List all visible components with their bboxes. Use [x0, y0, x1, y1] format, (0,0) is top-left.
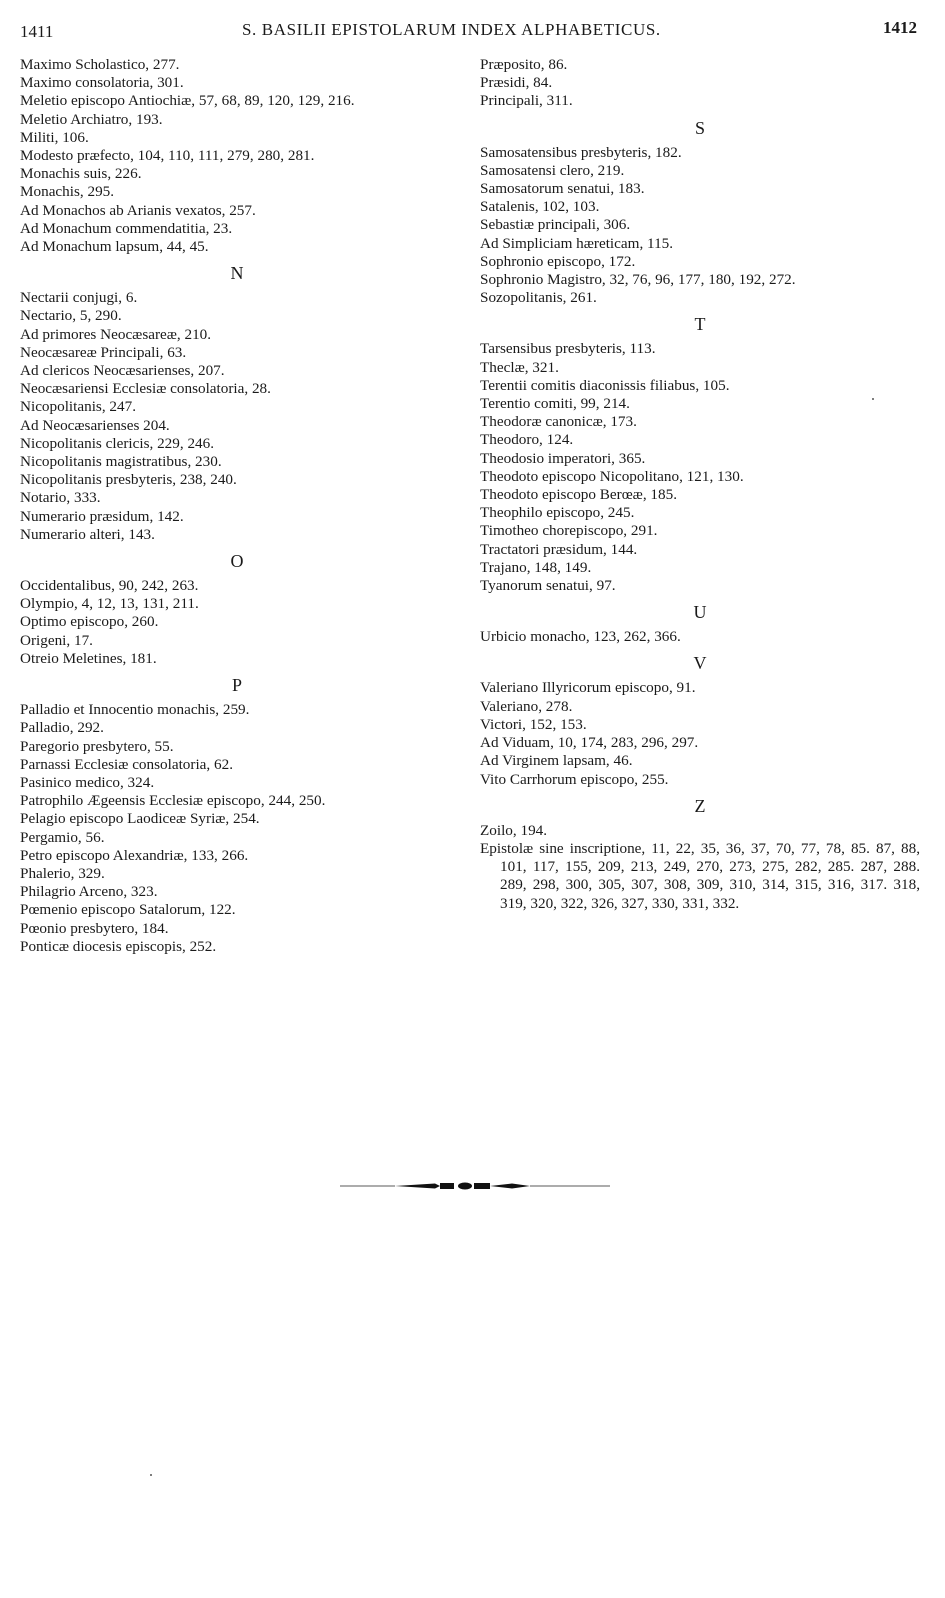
section-letter-o: O: [230, 551, 244, 572]
print-speck: [150, 1474, 152, 1476]
index-block-z: [480, 822, 920, 913]
index-entry: Timotheo chorepiscopo, 291.: [480, 522, 658, 540]
index-block-p-continued: [480, 56, 920, 111]
index-entry: Ad Monachum commendatitia, 23.: [20, 219, 233, 237]
index-entry: Palladio, 292.: [20, 719, 104, 737]
index-entry: Maximo Scholastico, 277.: [20, 56, 180, 73]
index-entry: Meletio Archiatro, 193.: [20, 110, 163, 128]
section-letter-s: S: [694, 117, 705, 138]
index-entry: Nicopolitanis presbyteris, 238, 240.: [20, 471, 237, 489]
index-entry: Samosatorum senatui, 183.: [480, 180, 645, 198]
index-entry: Pasinico medico, 324.: [20, 773, 155, 791]
index-entry: Monachis suis, 226.: [20, 165, 142, 183]
index-entry: Tyanorum senatui, 97.: [480, 577, 616, 595]
index-entry: Ad Virginem lapsam, 46.: [480, 752, 633, 770]
index-entry: Theophilo episcopo, 245.: [480, 504, 635, 522]
index-block-n: [20, 289, 454, 544]
index-entry: Otreio Meletines, 181.: [20, 649, 157, 667]
index-entry: Notario, 333.: [20, 489, 101, 507]
index-entry: Phalerio, 329.: [20, 864, 105, 882]
index-entry: Modesto præfecto, 104, 110, 111, 279, 280, 281.: [20, 147, 315, 165]
index-entry: Ad Monachum lapsum, 44, 45.: [20, 238, 209, 256]
index-entry: Urbicio monacho, 123, 262, 366.: [480, 628, 681, 646]
index-entry: Sebastiæ principali, 306.: [480, 216, 631, 234]
index-entry: Occidentalibus, 90, 242, 263.: [20, 577, 199, 595]
index-entry: Ponticæ diocesis episcopis, 252.: [20, 937, 217, 955]
section-letter-z: Z: [694, 795, 706, 816]
index-entry: Ad Viduam, 10, 174, 283, 296, 297.: [480, 734, 699, 752]
right-column: [480, 56, 920, 913]
index-entry: Ad Neocæsarienses 204.: [20, 416, 170, 434]
index-entry: Petro episcopo Alexandriæ, 133, 266.: [20, 846, 249, 864]
index-entry: Valeriano, 278.: [480, 697, 573, 715]
index-block-o: [20, 577, 454, 668]
index-entry: Theodoto episcopo Nicopolitano, 121, 130.: [480, 467, 744, 485]
index-entry: Satalenis, 102, 103.: [480, 198, 600, 216]
index-entry: Ad Monachos ab Arianis vexatos, 257.: [20, 201, 256, 219]
index-entry: Monachis, 295.: [20, 183, 115, 201]
index-entry: Nicopolitanis magistratibus, 230.: [20, 453, 222, 471]
section-letter-p: P: [231, 675, 242, 696]
index-entry: Sozopolitanis, 261.: [480, 289, 597, 307]
index-entry: Nectarii conjugi, 6.: [20, 289, 138, 307]
section-letter-v: V: [693, 653, 707, 674]
index-entry: Theodosio imperatori, 365.: [480, 449, 646, 467]
index-entry: Tarsensibus presbyteris, 113.: [480, 340, 656, 358]
index-entry: Theclæ, 321.: [480, 358, 559, 376]
page-header: [0, 14, 945, 54]
index-block-m: [20, 56, 454, 256]
index-entry: Samosatensibus presbyteris, 182.: [480, 143, 682, 161]
index-entry: Meletio episcopo Antiochiæ, 57, 68, 89, 120, 129, 216.: [20, 92, 355, 110]
running-title: S. BASILII EPISTOLARUM INDEX ALPHABETICUS.: [242, 20, 661, 39]
index-entry: Maximo consolatoria, 301.: [20, 74, 184, 92]
index-entry: Pœmenio episcopo Satalorum, 122.: [20, 901, 236, 919]
index-entry: Optimo episcopo, 260.: [20, 613, 159, 631]
index-entry: Samosatensi clero, 219.: [480, 161, 625, 179]
index-entry: Sophronio episcopo, 172.: [480, 252, 636, 270]
section-letter-t: T: [694, 314, 706, 335]
section-letter-u: U: [693, 602, 707, 623]
index-entry: Vito Carrhorum episcopo, 255.: [480, 770, 669, 788]
index-entry: Tractatori præsidum, 144.: [480, 540, 638, 558]
index-entry: Ad clericos Neocæsarienses, 207.: [20, 362, 225, 380]
print-speck: [872, 398, 874, 400]
index-entry: Theodoro, 124.: [480, 431, 574, 449]
page-number-left: 1411: [20, 22, 54, 41]
index-entry: Paregorio presbytero, 55.: [20, 737, 174, 755]
tail-ornament: [340, 1180, 610, 1192]
index-entry: Præposito, 86.: [480, 56, 568, 73]
index-entry: Ad primores Neocæsareæ, 210.: [20, 325, 212, 343]
index-entry: Victori, 152, 153.: [480, 715, 587, 733]
index-block-p: [20, 701, 454, 956]
index-entry: Neocæsareæ Principali, 63.: [20, 343, 187, 361]
section-letter-n: N: [230, 263, 244, 284]
left-column: [20, 56, 454, 956]
index-entry: Nicopolitanis, 247.: [20, 398, 137, 416]
index-entry: Terentio comiti, 99, 214.: [480, 395, 630, 413]
index-entry: Militi, 106.: [20, 128, 89, 146]
index-entry: Origeni, 17.: [20, 631, 93, 649]
index-block-t: [480, 340, 920, 595]
index-block-u: [480, 628, 920, 646]
index-entry: Olympio, 4, 12, 13, 131, 211.: [20, 595, 199, 613]
index-entry: Palladio et Innocentio monachis, 259.: [20, 701, 250, 719]
index-entry: Epistolæ sine inscriptione, 11, 22, 35, 36, 37, 70, 77, 78, 85. 87, 88, 101, 117, 155, 209, 213, 249, 270, 273, 275, 282, 285. 287, 288. 289, 298, 300, 305, 307, 308, 309, 310, 314, 315, 316, 317. 318, 319, 320, 322, 326, 327, 330, 331, 332.: [480, 839, 920, 912]
index-block-s: [480, 144, 920, 308]
index-entry: Theodoræ canonicæ, 173.: [480, 413, 637, 431]
index-entry: Parnassi Ecclesiæ consolatoria, 62.: [20, 755, 233, 773]
index-entry: Zoilo, 194.: [480, 821, 548, 839]
index-entry: Valeriano Illyricorum episcopo, 91.: [480, 679, 696, 697]
index-entry: Numerario alteri, 143.: [20, 525, 155, 543]
index-entry: Trajano, 148, 149.: [480, 558, 592, 576]
index-block-v: [480, 679, 920, 788]
index-entry: Ad Simpliciam hæreticam, 115.: [480, 234, 674, 252]
index-entry: Principali, 311.: [480, 92, 573, 110]
index-entry: Nectario, 5, 290.: [20, 307, 122, 325]
index-entry: Sophronio Magistro, 32, 76, 96, 177, 180, 192, 272.: [480, 271, 796, 289]
index-entry: Terentii comitis diaconissis filiabus, 105.: [480, 376, 730, 394]
index-entry: Theodoto episcopo Berœæ, 185.: [480, 486, 677, 504]
index-entry: Nicopolitanis clericis, 229, 246.: [20, 434, 215, 452]
index-entry: Numerario præsidum, 142.: [20, 507, 184, 525]
index-entry: Pelagio episcopo Laodiceæ Syriæ, 254.: [20, 810, 260, 828]
index-entry: Patrophilo Ægeensis Ecclesiæ episcopo, 244, 250.: [20, 792, 326, 810]
index-entry: Neocæsariensi Ecclesiæ consolatoria, 28.: [20, 380, 271, 398]
index-entry: Præsidi, 84.: [480, 74, 553, 92]
index-entry: Philagrio Arceno, 323.: [20, 883, 158, 901]
page-number-right: 1412: [883, 18, 917, 37]
index-entry: Pœonio presbytero, 184.: [20, 919, 169, 937]
index-entry: Pergamio, 56.: [20, 828, 105, 846]
